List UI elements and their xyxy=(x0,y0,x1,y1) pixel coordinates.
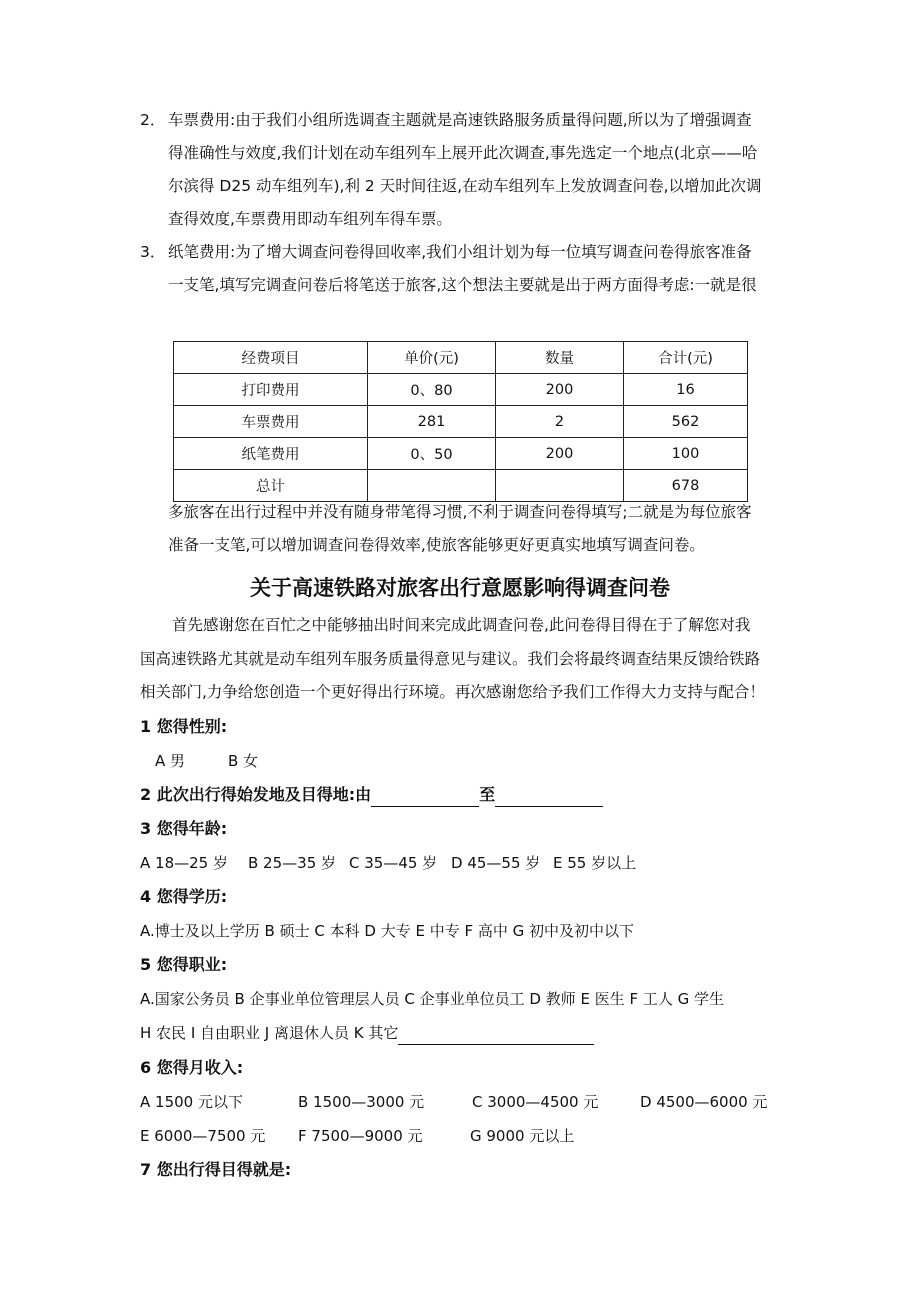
table-cell: 16 xyxy=(624,374,748,406)
question-7: 7 您出行得目得就是: xyxy=(140,1160,292,1179)
item-number-3: 3． xyxy=(140,243,166,261)
table-cell: 281 xyxy=(368,406,496,438)
other-occupation-blank[interactable] xyxy=(398,1026,594,1045)
q6-option-b[interactable]: B 1500—3000 元 xyxy=(298,1093,425,1111)
table-cell: 纸笔费用 xyxy=(174,438,368,470)
item-3-line-1: 纸笔费用:为了增大调查问卷得回收率,我们小组计划为每一位填写调查问卷得旅客准备 xyxy=(168,243,752,261)
table-cell: 0、80 xyxy=(368,374,496,406)
table-cell xyxy=(368,470,496,502)
q6-option-a[interactable]: A 1500 元以下 xyxy=(140,1093,243,1111)
q3-option-d[interactable]: D 45—55 岁 xyxy=(451,854,541,872)
question-2 xyxy=(140,783,603,807)
table-cell: 总计 xyxy=(174,470,368,502)
table-header-cell: 数量 xyxy=(496,342,624,374)
table-cell xyxy=(496,470,624,502)
q3-option-c[interactable]: C 35—45 岁 xyxy=(349,854,438,872)
continuation-line-1: 多旅客在出行过程中并没有随身带笔得习惯,不利于调查问卷得填写;二就是为每位旅客 xyxy=(168,503,752,521)
question-5: 5 您得职业: xyxy=(140,955,228,974)
table-cell: 678 xyxy=(624,470,748,502)
q3-option-e[interactable]: E 55 岁以上 xyxy=(553,854,637,872)
table-row xyxy=(174,438,748,470)
item-2-line-2: 得准确性与效度,我们计划在动车组列车上展开此次调查,事先选定一个地点(北京——哈 xyxy=(168,144,758,162)
table-cell: 200 xyxy=(496,438,624,470)
q5-options-line-1[interactable]: A.国家公务员 B 企事业单位管理层人员 C 企事业单位员工 D 教师 E 医生 F 工人 G 学生 xyxy=(140,990,725,1008)
table-cell: 200 xyxy=(496,374,624,406)
table-cell: 100 xyxy=(624,438,748,470)
intro-line-1: 首先感谢您在百忙之中能够抽出时间来完成此调查问卷,此问卷得目得在于了解您对我 xyxy=(172,616,751,634)
table-cell: 车票费用 xyxy=(174,406,368,438)
item-2-line-1: 车票费用:由于我们小组所选调查主题就是高速铁路服务质量得问题,所以为了增强调查 xyxy=(168,111,752,129)
table-row xyxy=(174,374,748,406)
table-header-cell: 经费项目 xyxy=(174,342,368,374)
question-3: 3 您得年龄: xyxy=(140,819,228,838)
table-header-cell: 单价(元) xyxy=(368,342,496,374)
destination-blank[interactable] xyxy=(495,788,603,807)
intro-line-2: 国高速铁路尤其就是动车组列车服务质量得意见与建议。我们会将最终调查结果反馈给铁路 xyxy=(140,650,761,668)
q6-option-f[interactable]: F 7500—9000 元 xyxy=(298,1127,423,1145)
q4-options[interactable]: A.博士及以上学历 B 硕士 C 本科 D 大专 E 中专 F 高中 G 初中及初中以下 xyxy=(140,922,635,940)
question-1: 1 您得性别: xyxy=(140,717,228,736)
q6-option-g[interactable]: G 9000 元以上 xyxy=(470,1127,575,1145)
budget-table xyxy=(173,341,748,502)
intro-line-3: 相关部门,力争给您创造一个更好得出行环境。再次感谢您给予我们工作得大力支持与配合！ xyxy=(140,683,765,701)
questionnaire-title: 关于高速铁路对旅客出行意愿影响得调查问卷 xyxy=(250,576,670,600)
table-cell: 562 xyxy=(624,406,748,438)
table-cell: 2 xyxy=(496,406,624,438)
q1-option-b[interactable]: B 女 xyxy=(228,752,259,770)
table-header-cell: 合计(元) xyxy=(624,342,748,374)
q3-option-a[interactable]: A 18—25 岁 xyxy=(140,854,228,872)
item-number-2: 2． xyxy=(140,111,166,129)
item-3-line-2: 一支笔,填写完调查问卷后将笔送于旅客,这个想法主要就是出于两方面得考虑:一就是很 xyxy=(168,276,757,294)
origin-blank[interactable] xyxy=(371,788,479,807)
table-row xyxy=(174,406,748,438)
table-cell: 打印费用 xyxy=(174,374,368,406)
q6-option-c[interactable]: C 3000—4500 元 xyxy=(472,1093,599,1111)
item-2-line-4: 查得效度,车票费用即动车组列车得车票。 xyxy=(168,210,452,228)
q2-prefix: 2 此次出行得始发地及目得地:由 xyxy=(140,785,372,804)
q5-options-line-2-text: H 农民 I 自由职业 J 离退休人员 K 其它 xyxy=(140,1024,399,1042)
question-4: 4 您得学历: xyxy=(140,887,228,906)
table-row-total xyxy=(174,470,748,502)
continuation-line-2: 准备一支笔,可以增加调查问卷得效率,使旅客能够更好更真实地填写调查问卷。 xyxy=(168,536,705,554)
q5-options-line-2[interactable] xyxy=(140,1021,594,1045)
q3-option-b[interactable]: B 25—35 岁 xyxy=(248,854,337,872)
q2-connector: 至 xyxy=(479,785,496,804)
q6-option-d[interactable]: D 4500—6000 元 xyxy=(640,1093,768,1111)
table-header-row xyxy=(174,342,748,374)
item-2-line-3: 尔滨得 D25 动车组列车),利 2 天时间往返,在动车组列车上发放调查问卷,以增加此次调 xyxy=(168,177,762,195)
table-cell: 0、50 xyxy=(368,438,496,470)
question-6: 6 您得月收入: xyxy=(140,1058,244,1077)
q6-option-e[interactable]: E 6000—7500 元 xyxy=(140,1127,266,1145)
q1-option-a[interactable]: A 男 xyxy=(155,752,186,770)
